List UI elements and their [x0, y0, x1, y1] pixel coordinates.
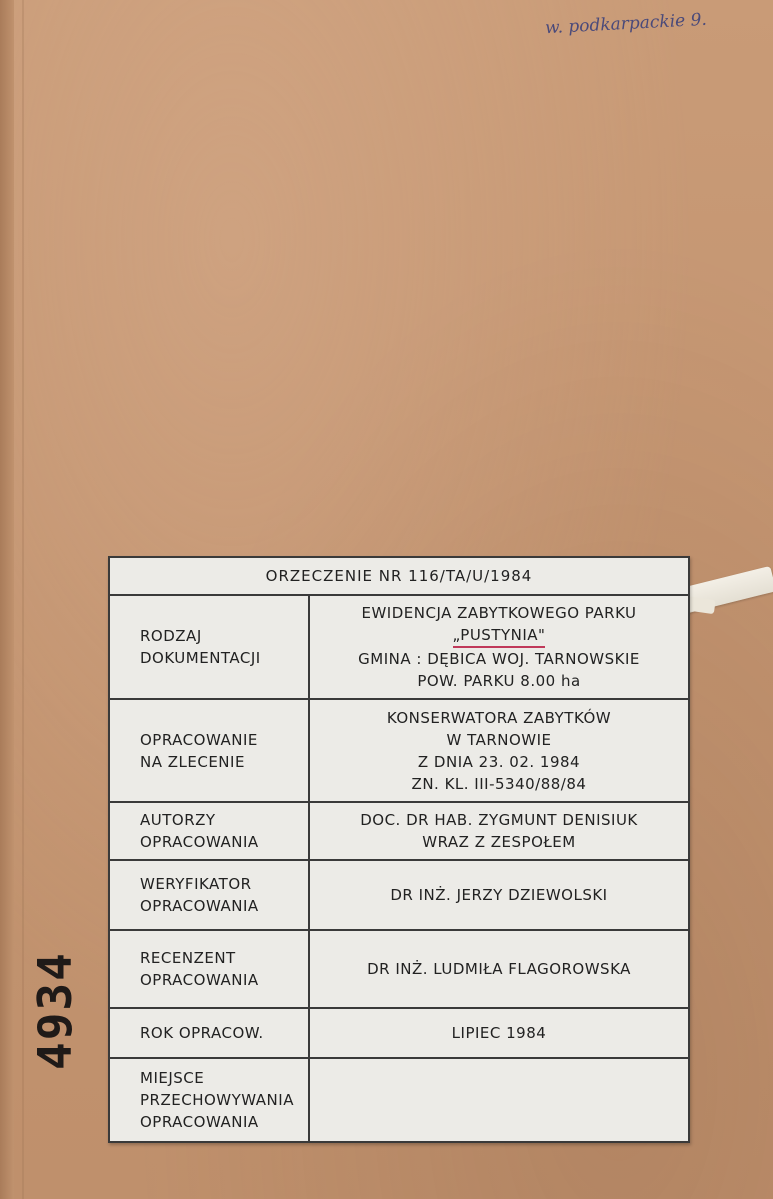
row-label-line: DOKUMENTACJI	[140, 649, 261, 667]
row-reviewer	[110, 929, 688, 1007]
row-label-line: OPRACOWANIA	[140, 897, 259, 915]
row-verifier	[110, 859, 688, 929]
document-label	[108, 556, 690, 1143]
cover-crease	[22, 0, 24, 1199]
row-value-line: POW. PARKU 8.00 ha	[417, 672, 581, 690]
row-value	[310, 596, 688, 698]
row-value-line: EWIDENCJA ZABYTKOWEGO PARKU	[361, 604, 637, 622]
row-value	[310, 861, 688, 929]
cover-spine-edge	[0, 0, 14, 1199]
row-label	[110, 803, 310, 859]
row-authors	[110, 801, 688, 859]
row-storage-place	[110, 1057, 688, 1141]
row-value-line: DR INŻ. LUDMIŁA FLAGOROWSKA	[367, 960, 631, 978]
row-commissioned-by	[110, 698, 688, 801]
row-label-line: RODZAJ	[140, 627, 202, 645]
row-label-line: RECENZENT	[140, 949, 236, 967]
row-label-line: OPRACOWANIA	[140, 971, 259, 989]
row-label	[110, 1009, 310, 1057]
row-label	[110, 700, 310, 801]
row-year	[110, 1007, 688, 1057]
row-label-line: AUTORZY	[140, 811, 216, 829]
row-label-line: MIEJSCE	[140, 1069, 205, 1087]
handwritten-note: w. podkarpackie 9.	[544, 9, 708, 39]
row-value-line: Z DNIA 23. 02. 1984	[417, 752, 581, 771]
row-value	[310, 931, 688, 1007]
row-value-line: KONSERWATORA ZABYTKÓW	[386, 708, 612, 727]
row-label-line: ROK OPRACOW.	[140, 1024, 264, 1042]
row-value-line: DOC. DR HAB. ZYGMUNT DENISIUK	[360, 811, 638, 829]
row-value-line: ZN. KL. III-5340/88/84	[411, 774, 587, 793]
row-document-type	[110, 594, 688, 698]
row-value-line: W TARNOWIE	[446, 730, 552, 749]
row-value-line: GMINA : DĘBICA WOJ. TARNOWSKIE	[358, 650, 640, 668]
row-label-line: PRZECHOWYWANIA	[140, 1091, 294, 1109]
row-value	[310, 803, 688, 859]
row-value-line: DR INŻ. JERZY DZIEWOLSKI	[390, 886, 608, 904]
row-label-line: OPRACOWANIA	[140, 833, 259, 851]
row-label	[110, 1059, 310, 1141]
file-number: 4934	[28, 951, 82, 1070]
row-label-line: NA ZLECENIE	[140, 752, 245, 771]
row-label-line: WERYFIKATOR	[140, 875, 252, 893]
label-header-row	[110, 558, 688, 594]
row-label	[110, 861, 310, 929]
row-value-line: LIPIEC 1984	[451, 1024, 547, 1042]
row-value-empty	[310, 1059, 688, 1141]
row-label	[110, 931, 310, 1007]
label-header: ORZECZENIE NR 116/TA/U/1984	[265, 567, 533, 585]
row-label-line: OPRACOWANIE	[140, 730, 258, 749]
row-value-line: WRAZ Z ZESPOŁEM	[422, 833, 576, 851]
park-name: „PUSTYNIA"	[453, 624, 546, 648]
row-label-line: OPRACOWANIA	[140, 1113, 259, 1131]
row-value	[310, 1009, 688, 1057]
row-value	[310, 700, 688, 801]
row-label	[110, 596, 310, 698]
